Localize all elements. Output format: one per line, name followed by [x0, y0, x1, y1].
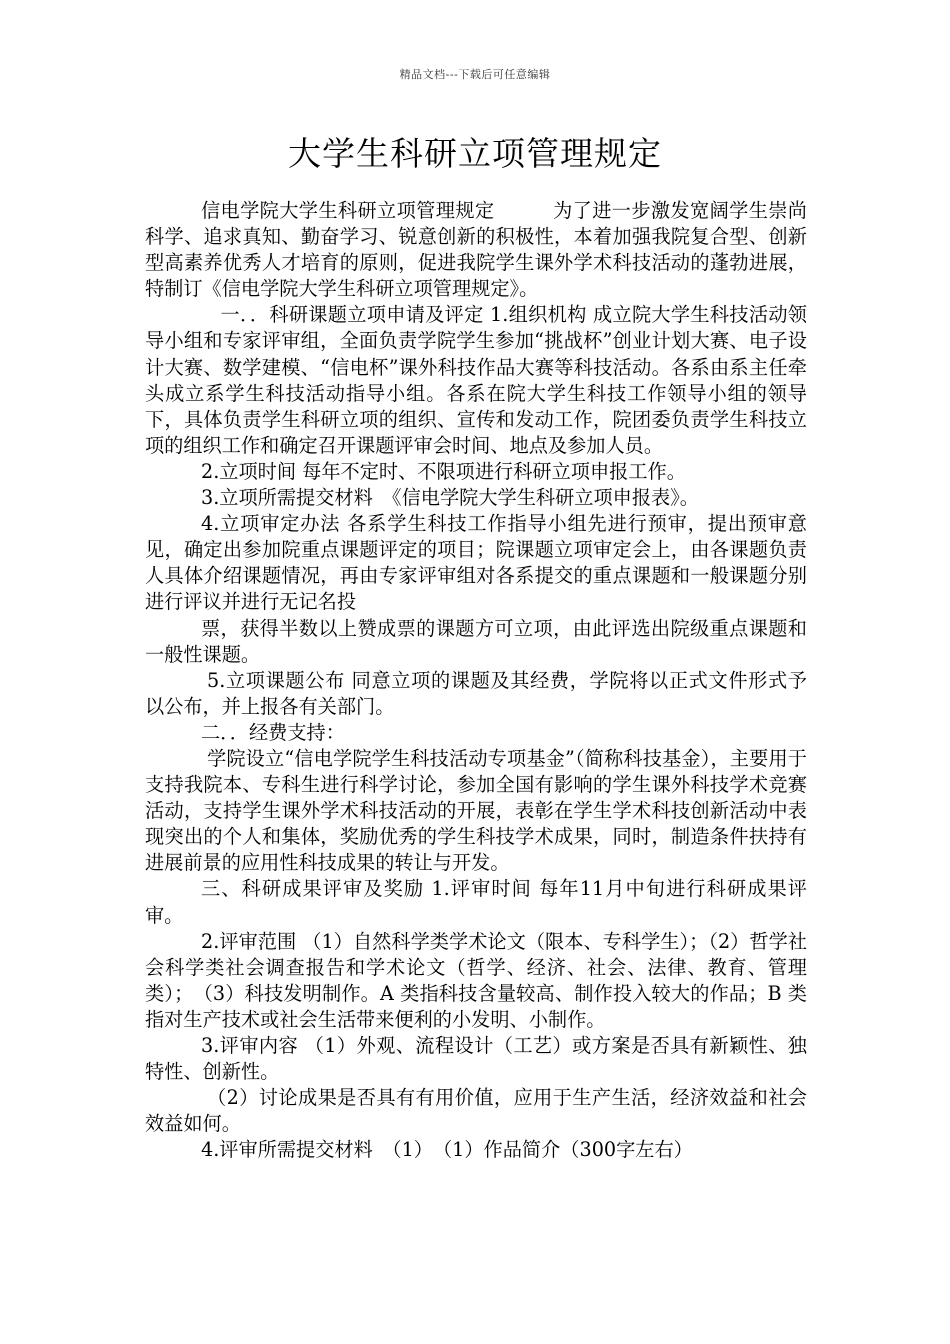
document-body	[145, 198, 807, 1163]
paragraph-review-scope: 2.评审范围 （1）自然科学类学术论文（限本、专科学生）；（2）哲学社会科学类社会调查报告和学术论文（哲学、经济、社会、法律、教育、管理类）； （3）科技发明制作。A 类指科技含量较高、制作投入较大的作品；B 类指对生产技术或社会生活带来便利的小发明、小制作。	[145, 929, 807, 1031]
paragraph-intro: 信电学院大学生科研立项管理规定 为了进一步激发宽阔学生崇尚科学、追求真知、勤奋学习、锐意创新的积极性，本着加强我院复合型、创新型高素养优秀人才培育的原则，促进我院学生课外学术科技活动的蓬勃进展，特制订《信电学院大学生科研立项管理规定》。	[145, 199, 807, 301]
paragraph-item-2: 2.立项时间 每年不定时、不限项进行科研立项申报工作。	[201, 459, 686, 483]
paragraph-item-4-cont: 票，获得半数以上赞成票的课题方可立项，由此评选出院级重点课题和一般性课题。	[145, 616, 807, 666]
document-title: 大学生科研立项管理规定	[288, 134, 662, 173]
header-note: 精品文档---下载后可任意编辑	[399, 68, 551, 81]
paragraph-item-4: 4.立项审定办法 各系学生科技工作指导小组先进行预审，提出预审意见，确定出参加院重点课题评定的项目；院课题立项审定会上，由各课题负责人具体介绍课题情况，再由专家评审组对各系提交的重点课题和一般课题分别进行评议并进行无记名投	[145, 512, 807, 614]
paragraph-item-3: 3.立项所需提交材料 《信电学院大学生科研立项申报表》。	[201, 486, 699, 510]
paragraph-item-5: 5.立项课题公布 同意立项的课题及其经费，学院将以正式文件形式予以公布，并上报各有关部门。	[145, 668, 807, 718]
paragraph-review-content: 3.评审内容 （1）外观、流程设计（工艺）或方案是否具有新颖性、独特性、创新性。	[145, 1034, 807, 1084]
paragraph-review-content-2: （2）讨论成果是否具有有用价值，应用于生产生活，经济效益和社会效益如何。	[145, 1086, 807, 1136]
paragraph-review-materials: 4.评审所需提交材料 （1） （1）作品简介（300字左右）	[201, 1138, 693, 1162]
paragraph-section-1: 一．．科研课题立项申请及评定 1.组织机构 成立院大学生科技活动领导小组和专家评审组，全面负责学院学生参加“挑战杯”创业计划大赛、电子设计大赛、数学建模、“信电杯”课外科技作品大赛等科技活动。各系由系主任牵头成立系学生科技活动指导小组。各系在院大学生科技工作领导小组的领导下，具体负责学生科研立项的组织、宣传和发动工作，院团委负责学生科技立项的组织工作和确定召开课题评审会时间、地点及参加人员。	[145, 303, 807, 457]
paragraph-fund: 学院设立“信电学院学生科技活动专项基金”（简称科技基金），主要用于支持我院本、专科生进行科学讨论，参加全国有影响的学生课外科技学术竞赛活动，支持学生课外学术科技活动的开展，表彰在学生学术科技创新活动中表现突出的个人和集体，奖励优秀的学生科技学术成果，同时，制造条件扶持有进展前景的应用性科技成果的转让与开发。	[145, 746, 807, 875]
paragraph-section-2: 二．．经费支持：	[201, 720, 345, 744]
paragraph-section-3: 三、科研成果评审及奖励 1.评审时间 每年11月中旬进行科研成果评审。	[145, 877, 807, 927]
